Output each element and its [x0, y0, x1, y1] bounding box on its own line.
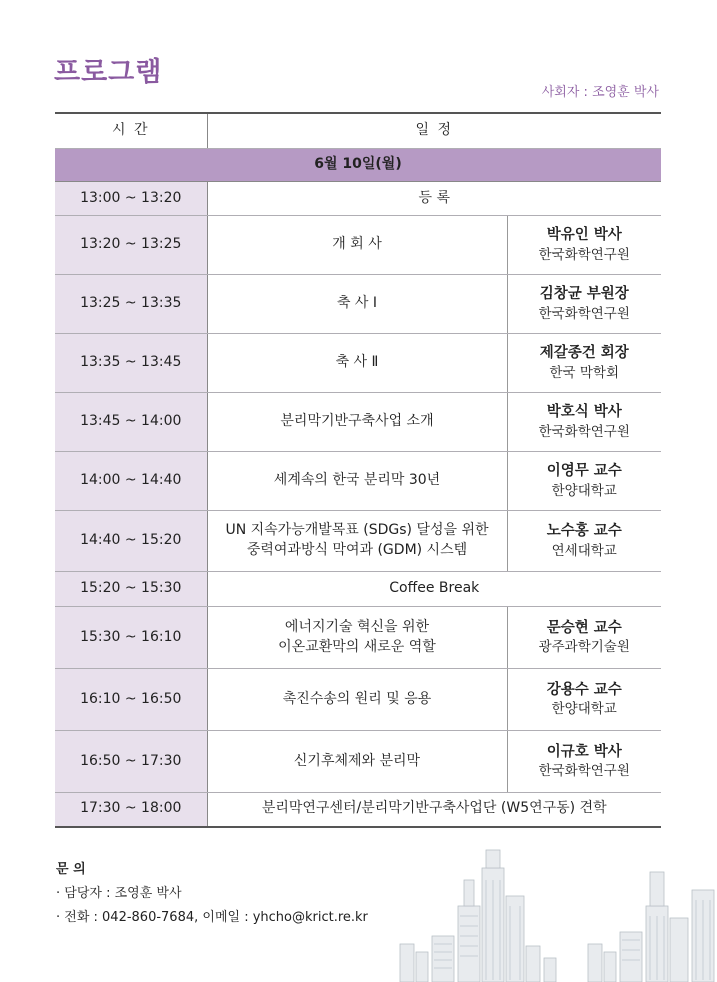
speaker-org: 광주과학기술원 [538, 639, 630, 656]
speaker-cell [507, 393, 661, 452]
time-cell: 17:30 ~ 18:00 [55, 793, 207, 827]
agenda-cell: 등 록 [207, 182, 661, 216]
speaker-org: 한국 막학회 [549, 364, 619, 381]
speaker-cell [507, 216, 661, 275]
speaker-cell [507, 511, 661, 572]
contact-phone-email: · 전화 : 042-860-7684, 이메일 : yhcho@krict.re.kr [56, 910, 368, 925]
agenda-cell: 축 사 Ⅱ [207, 334, 507, 393]
time-cell: 16:50 ~ 17:30 [55, 731, 207, 793]
table-row [55, 669, 661, 731]
time-cell: 15:20 ~ 15:30 [55, 572, 207, 607]
agenda-cell [207, 511, 507, 572]
time-cell: 13:25 ~ 13:35 [55, 275, 207, 334]
table-row [55, 731, 661, 793]
agenda-cell: Coffee Break [207, 572, 661, 607]
time-cell: 13:00 ~ 13:20 [55, 182, 207, 216]
table-row [55, 216, 661, 275]
agenda-line-1: 에너지기술 혁신을 위한 [284, 618, 430, 635]
speaker-cell [507, 669, 661, 731]
speaker-cell [507, 452, 661, 511]
table-row [55, 452, 661, 511]
agenda-cell: 분리막기반구축사업 소개 [207, 393, 507, 452]
city-skyline-illustration [398, 840, 717, 982]
speaker-name: 문승현 교수 [546, 619, 622, 636]
header-agenda: 일 정 [207, 113, 661, 149]
day-label: 6월 10일(월) [55, 149, 661, 182]
program-table [55, 112, 661, 828]
speaker-name: 박유인 박사 [546, 227, 622, 244]
speaker-org: 한국화학연구원 [538, 246, 630, 263]
table-row [55, 793, 661, 827]
agenda-cell: 세계속의 한국 분리막 30년 [207, 452, 507, 511]
time-cell: 13:45 ~ 14:00 [55, 393, 207, 452]
speaker-name: 이영무 교수 [546, 463, 622, 480]
speaker-name: 박호식 박사 [546, 404, 622, 421]
time-cell: 13:35 ~ 13:45 [55, 334, 207, 393]
agenda-cell [207, 607, 507, 669]
agenda-line-2: 이온교환막의 새로운 역할 [278, 638, 436, 655]
page-title: 프로그램 [54, 57, 163, 88]
speaker-cell [507, 334, 661, 393]
day-row [55, 149, 661, 182]
agenda-cell: 촉진수송의 원리 및 응용 [207, 669, 507, 731]
table-row [55, 572, 661, 607]
table-row [55, 393, 661, 452]
speaker-org: 한양대학교 [551, 482, 617, 499]
speaker-org: 한양대학교 [551, 701, 617, 718]
agenda-line-2: 중력여과방식 막여과 (GDM) 시스템 [246, 542, 468, 558]
speaker-org: 한국화학연구원 [538, 763, 630, 780]
time-cell: 13:20 ~ 13:25 [55, 216, 207, 275]
speaker-org: 연세대학교 [551, 542, 617, 559]
speaker-name: 제갈종건 회장 [539, 345, 629, 362]
time-cell: 16:10 ~ 16:50 [55, 669, 207, 731]
table-row [55, 511, 661, 572]
agenda-cell: 분리막연구센터/분리막기반구축사업단 (W5연구동) 견학 [207, 793, 661, 827]
contact-title: 문 의 [56, 862, 86, 877]
table-row [55, 275, 661, 334]
agenda-line-1: UN 지속가능개발목표 (SDGs) 달성을 위한 [225, 522, 489, 539]
table-row [55, 607, 661, 669]
speaker-cell [507, 731, 661, 793]
speaker-org: 한국화학연구원 [538, 423, 630, 440]
speaker-cell [507, 275, 661, 334]
contact-person: · 담당자 : 조영훈 박사 [56, 886, 182, 901]
speaker-name: 강용수 교수 [546, 681, 622, 698]
time-cell: 14:40 ~ 15:20 [55, 511, 207, 572]
table-row [55, 182, 661, 216]
time-cell: 14:00 ~ 14:40 [55, 452, 207, 511]
speaker-name: 김창균 부원장 [539, 286, 629, 303]
speaker-org: 한국화학연구원 [538, 305, 630, 322]
time-cell: 15:30 ~ 16:10 [55, 607, 207, 669]
speaker-cell [507, 607, 661, 669]
table-row [55, 334, 661, 393]
agenda-cell: 개 회 사 [207, 216, 507, 275]
speaker-name: 노수홍 교수 [546, 523, 622, 540]
agenda-cell: 신기후체제와 분리막 [207, 731, 507, 793]
table-header-row [55, 113, 661, 149]
contact-section [56, 858, 368, 930]
speaker-name: 이규호 박사 [546, 743, 622, 760]
moderator-label: 사회자 : 조영훈 박사 [541, 85, 659, 100]
header-time: 시 간 [55, 113, 207, 149]
agenda-cell: 축 사 Ⅰ [207, 275, 507, 334]
